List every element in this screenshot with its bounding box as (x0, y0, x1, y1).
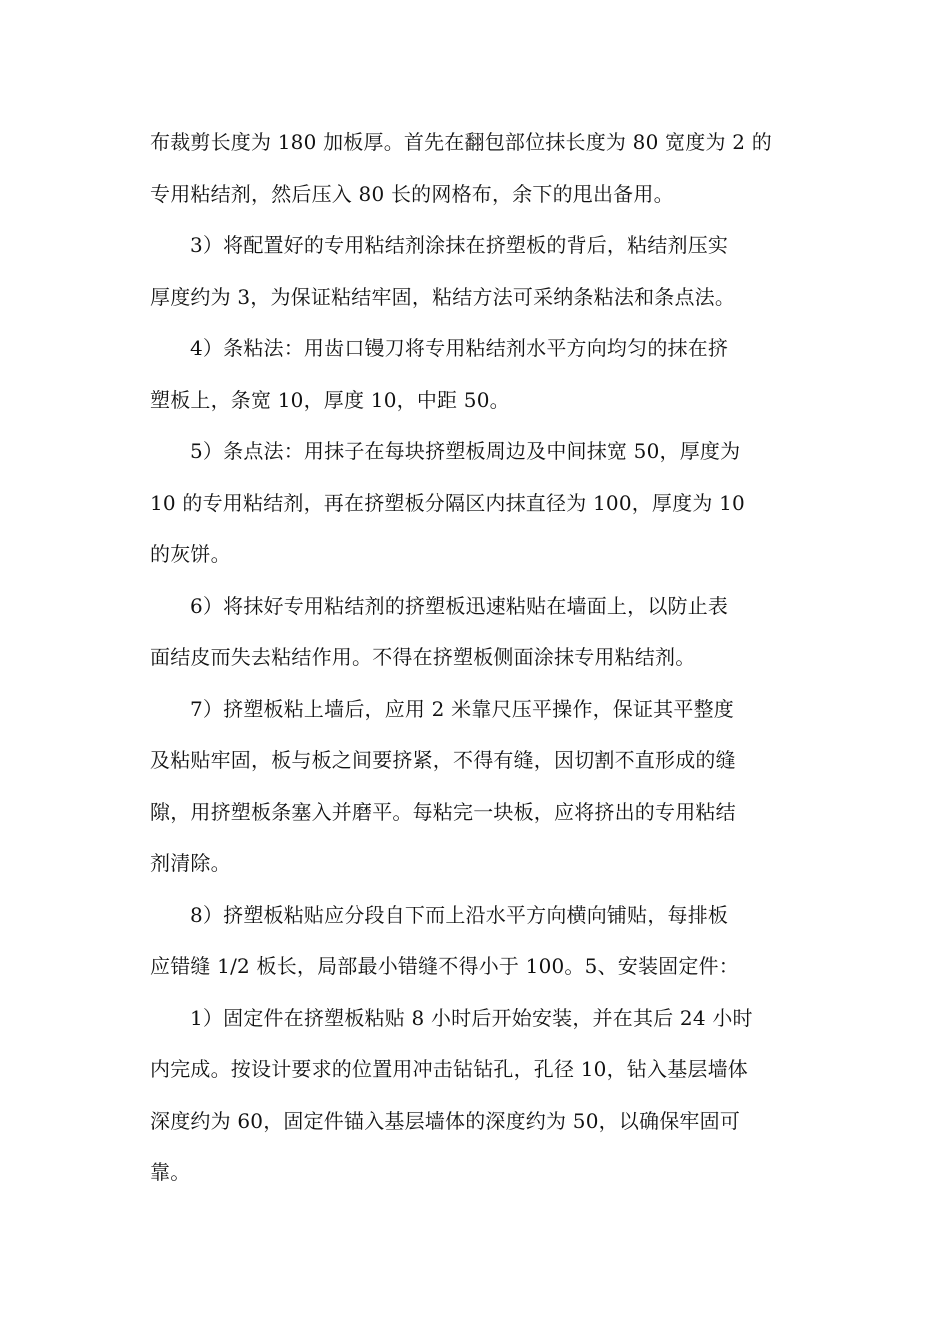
text-line: 3）将配置好的专用粘结剂涂抹在挤塑板的背后，粘结剂压实 (190, 233, 729, 257)
text-line: 内完成。按设计要求的位置用冲击钻钻孔，孔径 10，钻入基层墙体 (150, 1057, 749, 1081)
text-line: 靠。 (150, 1160, 191, 1184)
text-line: 深度约为 60，固定件锚入基层墙体的深度约为 50，以确保牢固可 (150, 1108, 741, 1133)
text-line: 专用粘结剂，然后压入 80 长的网格布，余下的甩出备用。 (150, 181, 674, 206)
paragraph-5 (150, 581, 800, 684)
paragraph-4 (150, 426, 800, 581)
text-line: 厚度约为 3，为保证粘结牢固，粘结方法可采纳条粘法和条点法。 (150, 284, 736, 309)
paragraph-2 (150, 220, 800, 323)
text-line: 8）挤塑板粘贴应分段自下而上沿水平方向横向铺贴，每排板 (190, 902, 729, 927)
text-line: 隙，用挤塑板条塞入并磨平。每粘完一块板，应将挤出的专用粘结 (150, 799, 736, 824)
text-line: 6）将抹好专用粘结剂的挤塑板迅速粘贴在墙面上，以防止表 (190, 593, 729, 618)
text-line: 的灰饼。 (150, 542, 231, 566)
paragraph-1 (150, 117, 800, 220)
text-line: 布裁剪长度为 180 加板厚。首先在翻包部位抹长度为 80 宽度为 2 的 (150, 130, 772, 154)
paragraph-8 (150, 993, 800, 1199)
text-line: 4）条粘法：用齿口镘刀将专用粘结剂水平方向均匀的抹在挤 (190, 336, 729, 360)
text-line: 塑板上，条宽 10，厚度 10，中距 50。 (150, 387, 510, 412)
paragraph-7 (150, 890, 800, 993)
text-line: 5）条点法：用抹子在每块挤塑板周边及中间抹宽 50，厚度为 (190, 439, 741, 463)
document-body (150, 117, 800, 1199)
text-line: 10 的专用粘结剂，再在挤塑板分隔区内抹直径为 100，厚度为 10 (150, 490, 745, 515)
paragraph-6 (150, 684, 800, 890)
text-line: 及粘贴牢固，板与板之间要挤紧，不得有缝，因切割不直形成的缝 (150, 748, 736, 772)
text-line: 应错缝 1/2 板长，局部最小错缝不得小于 100。5、安装固定件： (150, 954, 739, 978)
text-line: 面结皮而失去粘结作用。不得在挤塑板侧面涂抹专用粘结剂。 (150, 645, 696, 669)
text-line: 剂清除。 (150, 851, 231, 875)
text-line: 7）挤塑板粘上墙后，应用 2 米靠尺压平操作，保证其平整度 (190, 696, 734, 721)
paragraph-3 (150, 323, 800, 426)
text-line: 1）固定件在挤塑板粘贴 8 小时后开始安装，并在其后 24 小时 (190, 1005, 753, 1030)
